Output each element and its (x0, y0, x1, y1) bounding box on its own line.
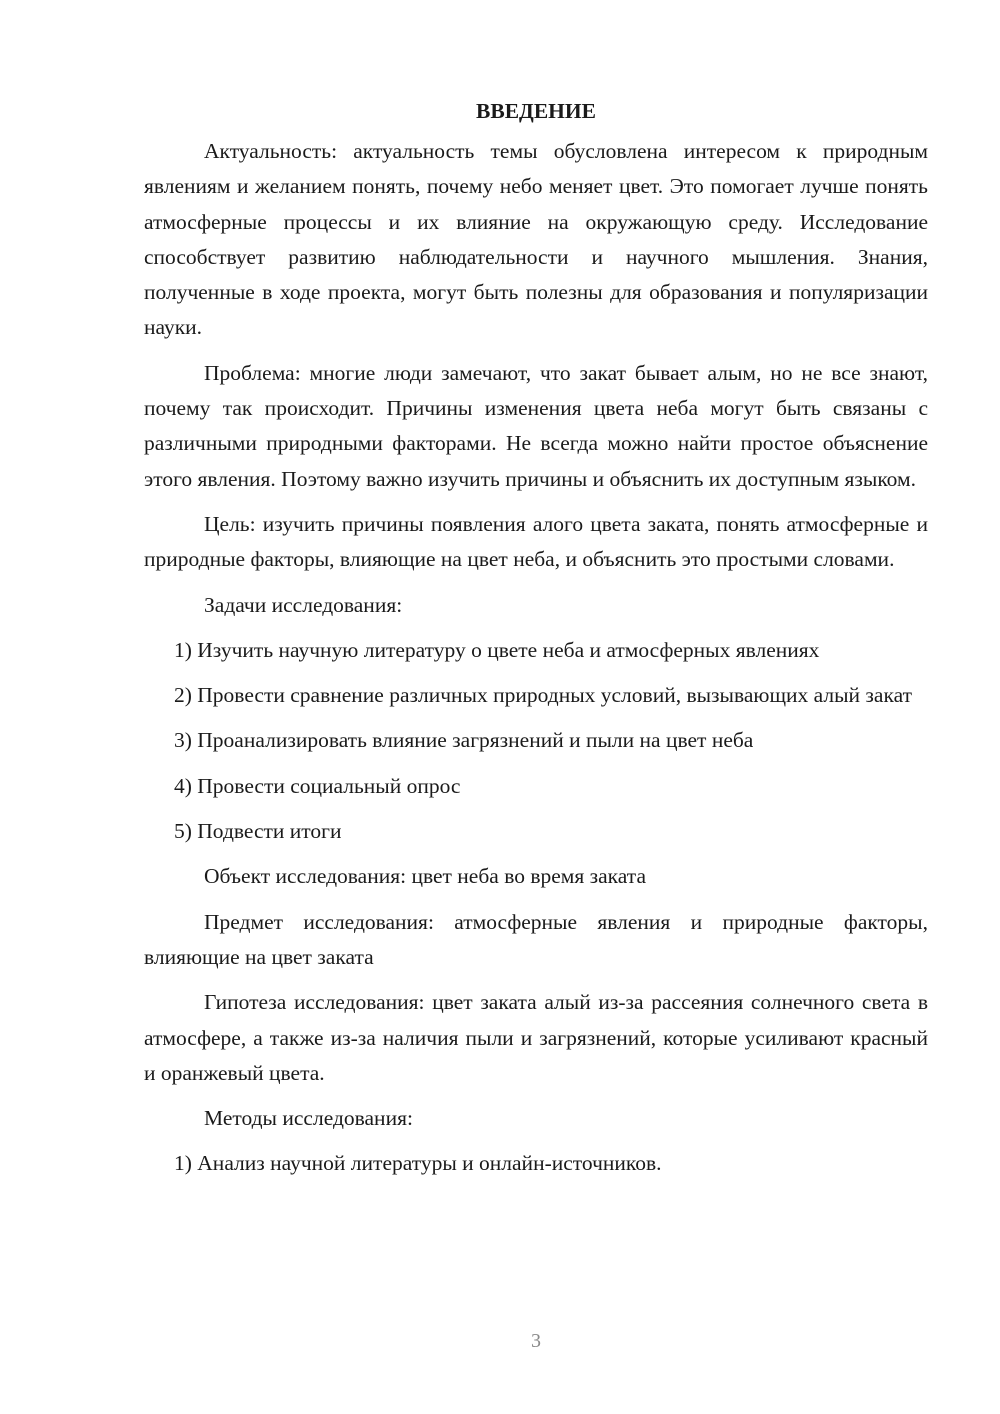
page-number: 3 (531, 1330, 541, 1352)
page-title: ВВЕДЕНИЕ (476, 99, 596, 123)
hypothesis-paragraph: Гипотеза исследования: цвет заката алый из-за рассеяния солнечного света в атмосфере, а также из-за наличия пыли и загрязнений, которые усиливают красный и оранжевый цвета. (144, 990, 928, 1085)
task-item-4: 4) Провести социальный опрос (174, 773, 461, 798)
task-item-5: 5) Подвести итоги (174, 819, 342, 844)
problem-paragraph: Проблема: многие люди замечают, что закат бывает алым, но не все знают, почему так происходит. Причины изменения цвета неба могут быть связаны с различными природными факторами. Не всегда можно найти простое объяснение этого явления. Поэтому важно изучить причины и объяснить их доступным языком. (144, 360, 928, 491)
goal-paragraph: Цель: изучить причины появления алого цвета заката, понять атмосферные и природные факторы, влияющие на цвет неба, и объяснить это простыми словами. (144, 511, 928, 572)
tasks-heading: Задачи исследования: (204, 592, 403, 617)
document-page (144, 96, 928, 1192)
object-paragraph: Объект исследования: цвет неба во время заката (204, 864, 646, 889)
method-item-1: 1) Анализ научной литературы и онлайн-источников. (174, 1151, 662, 1176)
subject-paragraph: Предмет исследования: атмосферные явления и природные факторы, влияющие на цвет заката (144, 909, 928, 969)
task-item-2: 2) Провести сравнение различных природных условий, вызывающих алый закат (174, 683, 912, 708)
task-item-1: 1) Изучить научную литературу о цвете неба и атмосферных явлениях (174, 637, 820, 662)
methods-heading: Методы исследования: (204, 1106, 413, 1131)
task-item-3: 3) Проанализировать влияние загрязнений и пыли на цвет неба (174, 728, 754, 753)
relevance-paragraph: Актуальность: актуальность темы обусловлена интересом к природным явлениям и желанием понять, почему небо меняет цвет. Это помогает лучше понять атмосферные процессы и их влияние на окружающую среду. Исследование способствует развитию наблюдательности и научного мышления. Знания, полученные в ходе проекта, могут быть полезны для образования и популяризации науки. (144, 139, 928, 340)
